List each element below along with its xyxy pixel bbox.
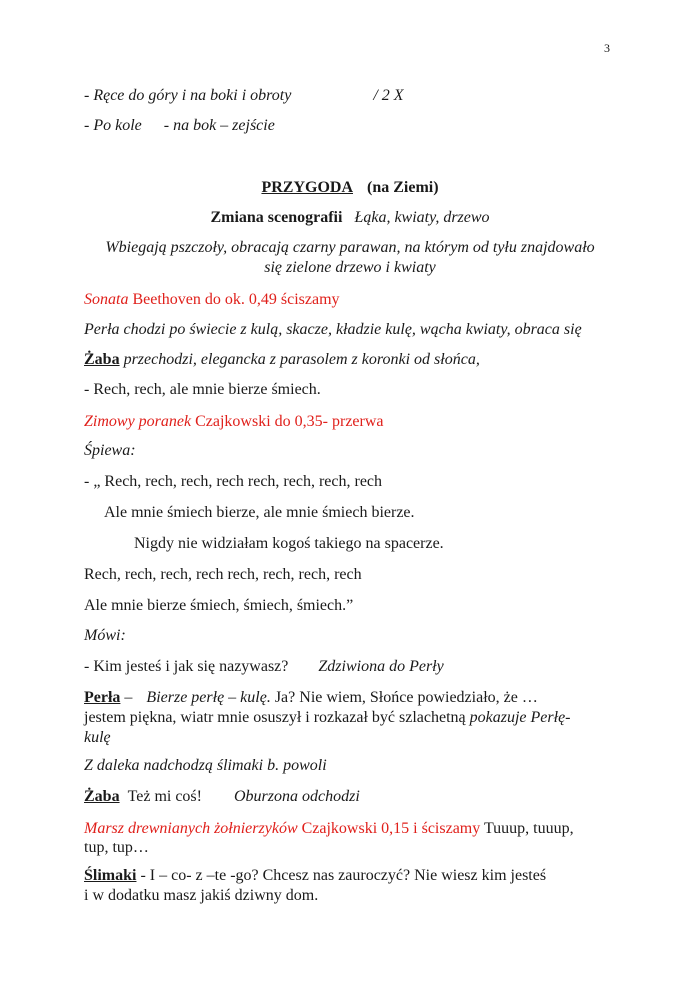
text: jestem piękna, wiatr mnie osuszył i rozkazał być szlachetną	[84, 709, 466, 726]
text: Zimowy poranek	[84, 413, 192, 430]
character-name: Żaba	[84, 351, 120, 368]
scene-title	[0, 178, 700, 198]
text: Marsz drewnianych żołnierzyków	[84, 820, 298, 837]
text: Ja? Nie wiem, Słońce powiedziało, że …	[270, 689, 538, 706]
text: Czajkowski do 0,35- przerwa	[191, 413, 384, 430]
stage-direction-slimaki: Z daleka nadchodzą ślimaki b. powoli	[84, 757, 327, 774]
perla-dialog	[84, 688, 616, 748]
song-line-1: - „ Rech, rech, rech, rech rech, rech, rech, rech	[84, 473, 383, 490]
song-line-5: Ale mnie bierze śmiech, śmiech, śmiech.”	[84, 597, 354, 614]
marsz-continued: tup, tup…	[84, 839, 149, 856]
song-line-2: Ale mnie śmiech bierze, ale mnie śmiech bierze.	[104, 504, 415, 521]
text: / 2 X	[373, 87, 404, 104]
text: Beethoven do ok. 0,49 ściszamy	[128, 291, 340, 308]
title-przygoda: PRZYGODA	[261, 179, 353, 196]
line-zaba-2	[84, 787, 360, 807]
text: Bierze perłę – kulę.	[146, 689, 271, 706]
music-sonata	[84, 290, 340, 310]
music-zimowy	[84, 412, 384, 432]
stage-direction-perla: Perła chodzi po świecie z kulą, skacze, kładzie kulę, wącha kwiaty, obraca się	[84, 321, 582, 338]
line-zaba	[84, 350, 480, 370]
desc-line-1: Wbiegają pszczoły, obracają czarny parawan, na którym od tyłu znajdowało	[105, 239, 595, 256]
text: - Po kole	[84, 117, 142, 134]
song-line-4: Rech, rech, rech, rech rech, rech, rech, rech	[84, 566, 362, 583]
song-line-3: Nigdy nie widziałam kogoś takiego na spacerze.	[134, 535, 444, 552]
scenography-line	[0, 208, 700, 228]
text: Czajkowski 0,15 i ściszamy	[297, 820, 481, 837]
text: Oburzona odchodzi	[233, 788, 360, 805]
page-number: 3	[604, 41, 610, 55]
text: - Kim jesteś i jak się nazywasz?	[84, 658, 289, 675]
line-hands	[84, 86, 404, 106]
text: Zdziwiona do Perły	[318, 658, 444, 675]
text: Zmiana scenografii	[210, 209, 343, 226]
character-name: Żaba	[84, 788, 120, 805]
mowi-label: Mówi:	[84, 627, 126, 644]
text: - Ręce do góry i na boki i obroty	[84, 87, 292, 104]
slimaki-dialog-1	[84, 866, 546, 886]
desc-line-2: się zielone drzewo i kwiaty	[264, 259, 436, 276]
title-rest: (na Ziemi)	[367, 179, 439, 196]
text: Tuuup, tuuup,	[480, 820, 574, 837]
text: przechodzi, elegancka z parasolem z koronki od słońca,	[119, 351, 480, 368]
music-marsz	[84, 819, 574, 839]
line-circle	[84, 116, 275, 136]
text: pokazuje Perłę-	[469, 709, 571, 726]
character-name: Perła	[84, 689, 121, 706]
text: - I – co- z –te -go? Chcesz nas zauroczyć? Nie wiesz kim jesteś	[136, 867, 547, 884]
text: Sonata	[84, 291, 129, 308]
spiewa-label: Śpiewa:	[84, 442, 136, 459]
text: Łąka, kwiaty, drzewo	[354, 209, 490, 226]
slimaki-dialog-2: i w dodatku masz jakiś dziwny dom.	[84, 887, 319, 904]
text: kulę	[84, 729, 111, 746]
text: –	[120, 689, 133, 706]
dialog-line: - Rech, rech, ale mnie bierze śmiech.	[84, 381, 321, 398]
character-name: Ślimaki	[84, 867, 137, 884]
dialog-kim	[84, 657, 444, 677]
text: Też mi coś!	[127, 788, 202, 805]
text: - na bok – zejście	[163, 117, 275, 134]
